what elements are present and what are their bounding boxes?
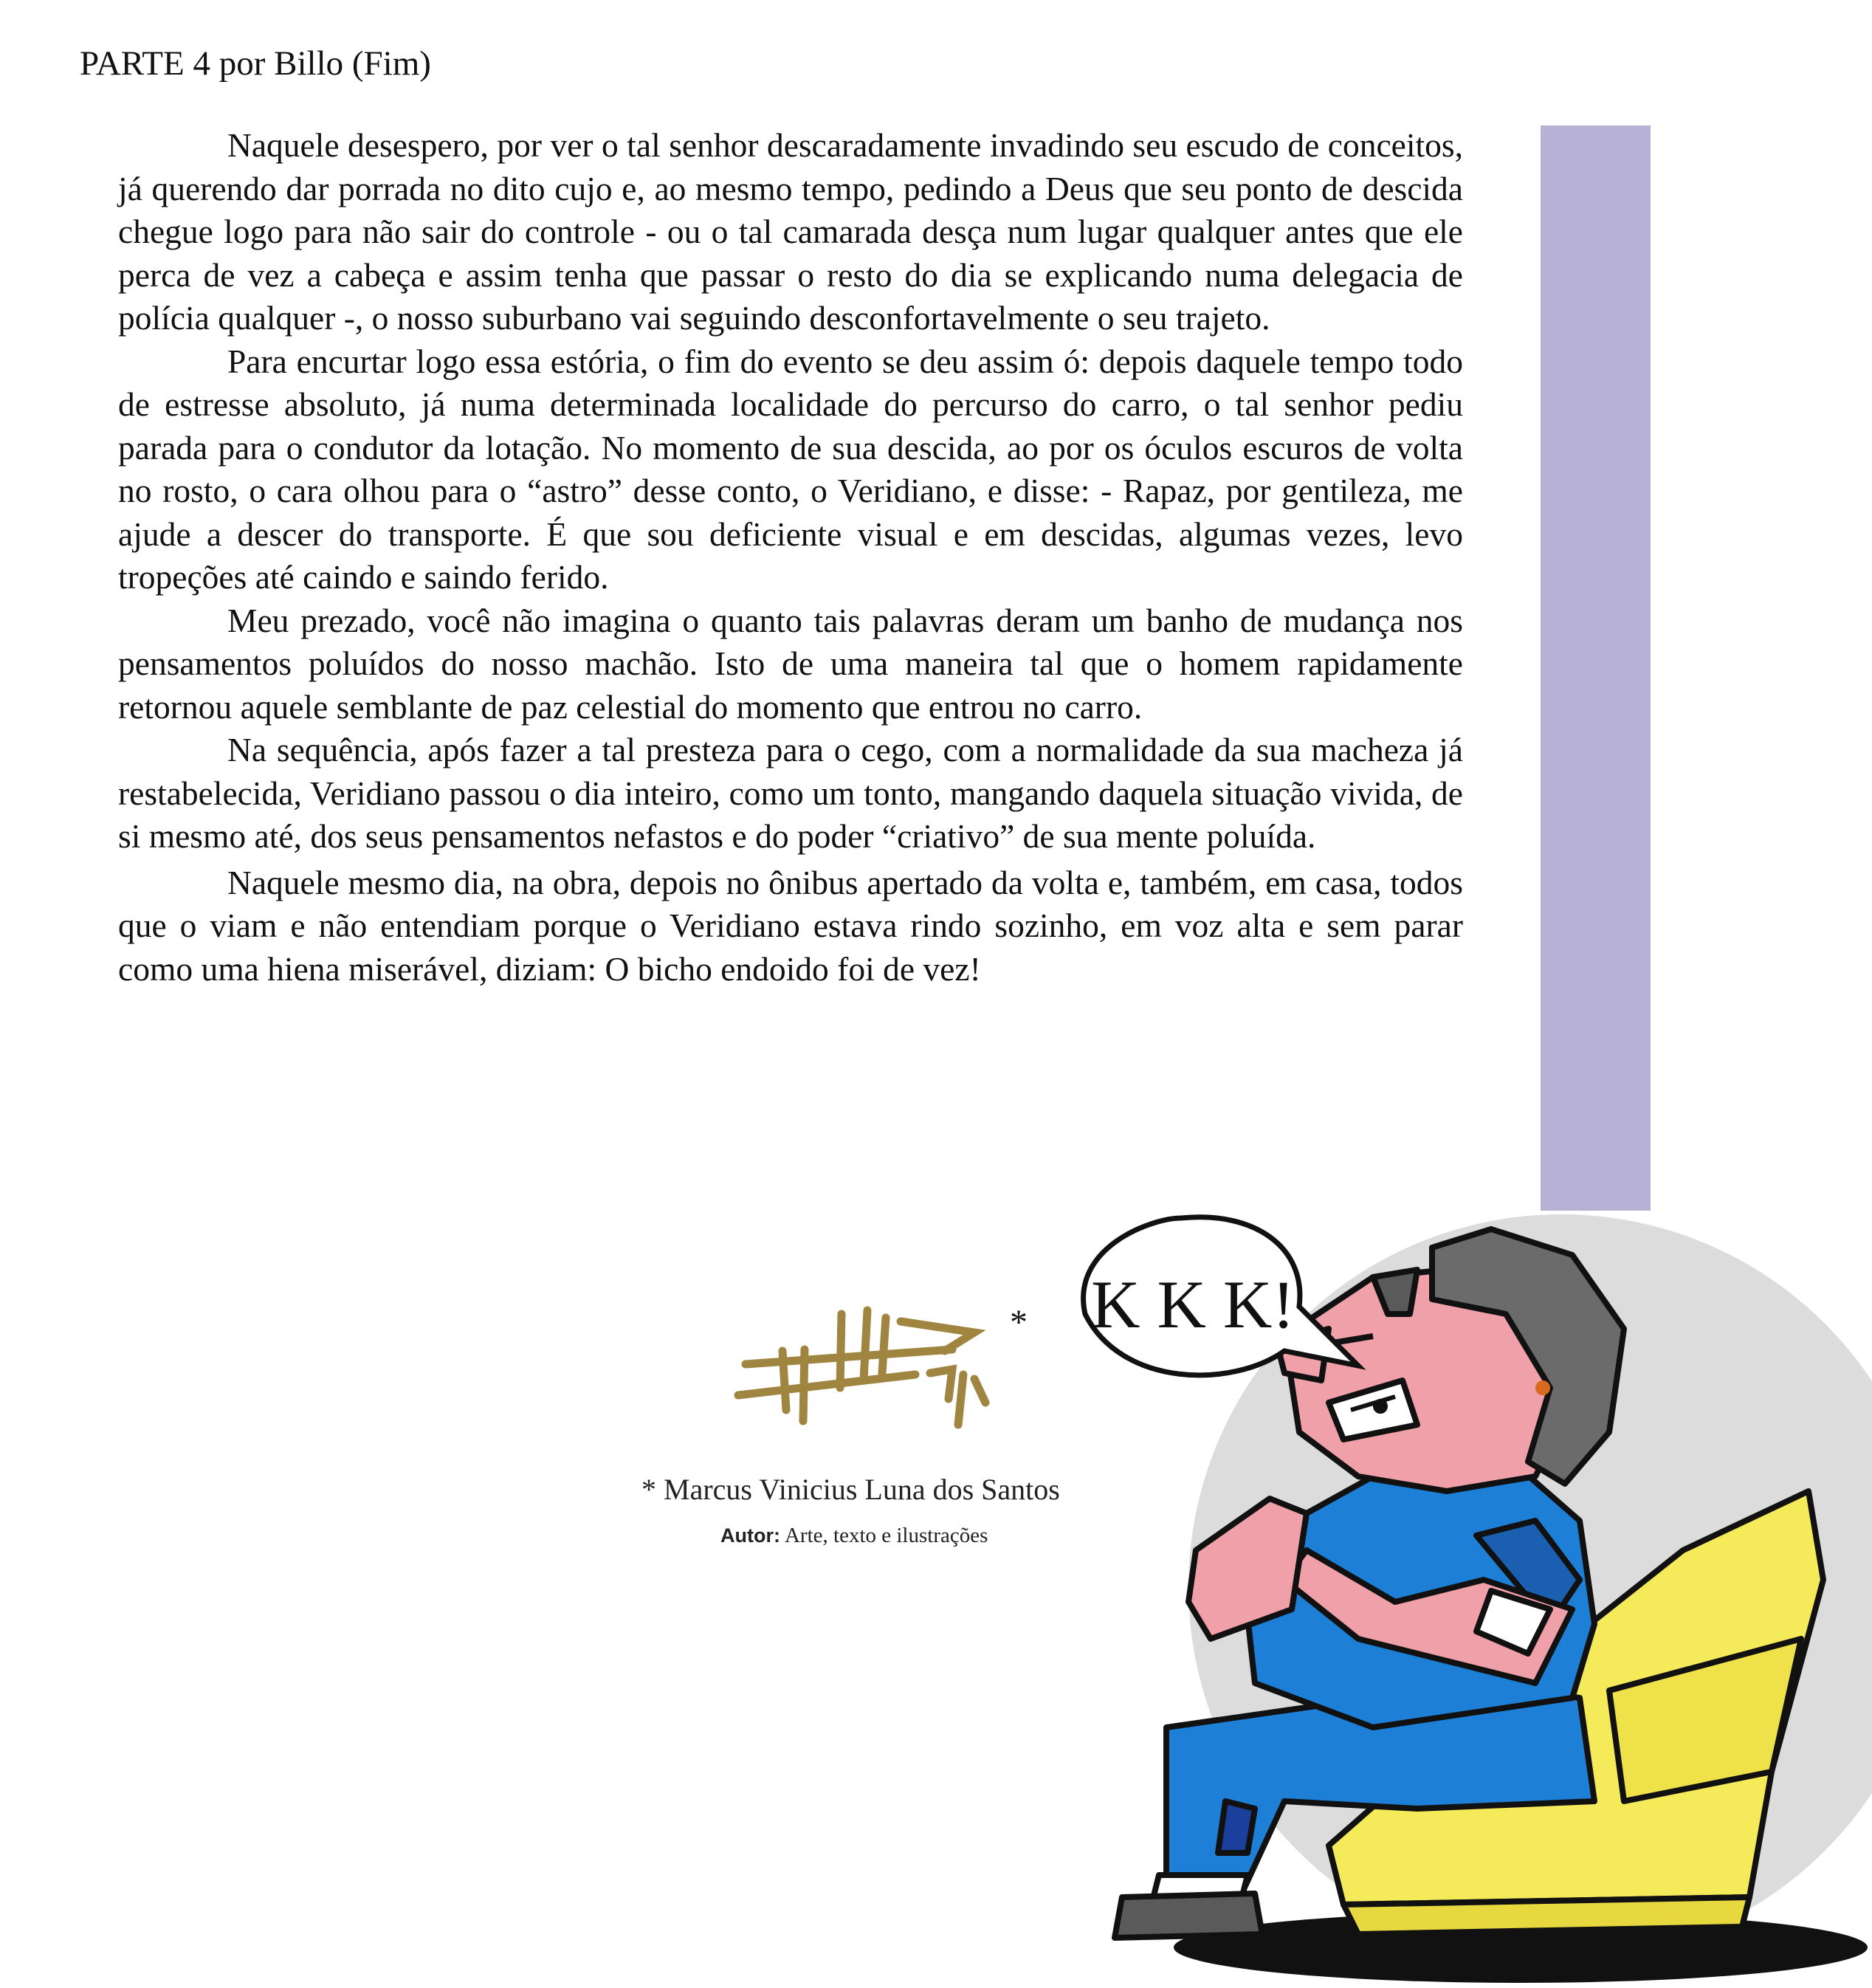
story-paragraph: Para encurtar logo essa estória, o fim do evento se deu assim ó: depois daquele tempo todo de estresse absoluto, já numa determinada localidade do percurso do carro, o tal senhor pediu parada para o condutor da lotação. No momento de sua descida, ao por os óculos escuros de volta no rosto, o cara olhou para o “astro” desse conto, o Veridiano, e disse: - Rapaz, por gentileza, me ajude a descer do transporte. É que sou deficiente visual e em descidas, algumas vezes, levo tropeções até caindo e saindo ferido. [118, 342, 1463, 596]
story-paragraph: Na sequência, após fazer a tal presteza para o cego, com a normalidade da sua macheza já restabelecida, Veridiano passou o dia inteiro, como um tonto, mangando daquela situação vivida, de si mesmo até, dos seus pensamentos nefastos e do poder “criativo” de sua mente poluída. [118, 731, 1463, 855]
author-role-text: Arte, texto e ilustrações [784, 1524, 988, 1547]
story-paragraph: Meu prezado, você não imagina o quanto tais palavras deram um banho de mudança nos pensamentos poluídos do nosso machão. Isto de uma maneira tal que o homem rapidamente retornou aquele semblante de paz celestial do momento que entrou no carro. [118, 601, 1463, 726]
speech-bubble-text: K K K! [1091, 1267, 1295, 1342]
story-text [118, 124, 1463, 991]
author-role-label: Autor: [720, 1524, 780, 1547]
signature-icon [731, 1292, 1041, 1440]
decorative-side-bar [1541, 125, 1651, 1211]
laughing-man-illustration [1063, 1166, 1872, 1988]
author-name: * Marcus Vinicius Luna dos Santos [641, 1473, 1060, 1506]
story-paragraph: Naquele desespero, por ver o tal senhor descaradamente invadindo seu escudo de conceitos, já querendo dar porrada no dito cujo e, ao mesmo tempo, pedindo a Deus que seu ponto de descida chegue logo para não sair do controle - ou o tal camarada desça num lugar qualquer antes que ele perca de vez a cabeça e assim tenha que passar o resto do dia se explicando numa delegacia de polícia qualquer -, o nosso suburbano vai seguindo desconfortavelmente o seu trajeto. [118, 126, 1463, 337]
page-header: PARTE 4 por Billo (Fim) [80, 44, 431, 83]
signature-asterisk: * [1010, 1303, 1028, 1342]
story-paragraph: Naquele mesmo dia, na obra, depois no ônibus apertado da volta e, também, em casa, todos que o viam e não entendiam porque o Veridiano estava rindo sozinho, em voz alta e sem parar como uma hiena miserável, diziam: O bicho endoido foi de vez! [118, 863, 1463, 988]
author-role [720, 1521, 988, 1550]
